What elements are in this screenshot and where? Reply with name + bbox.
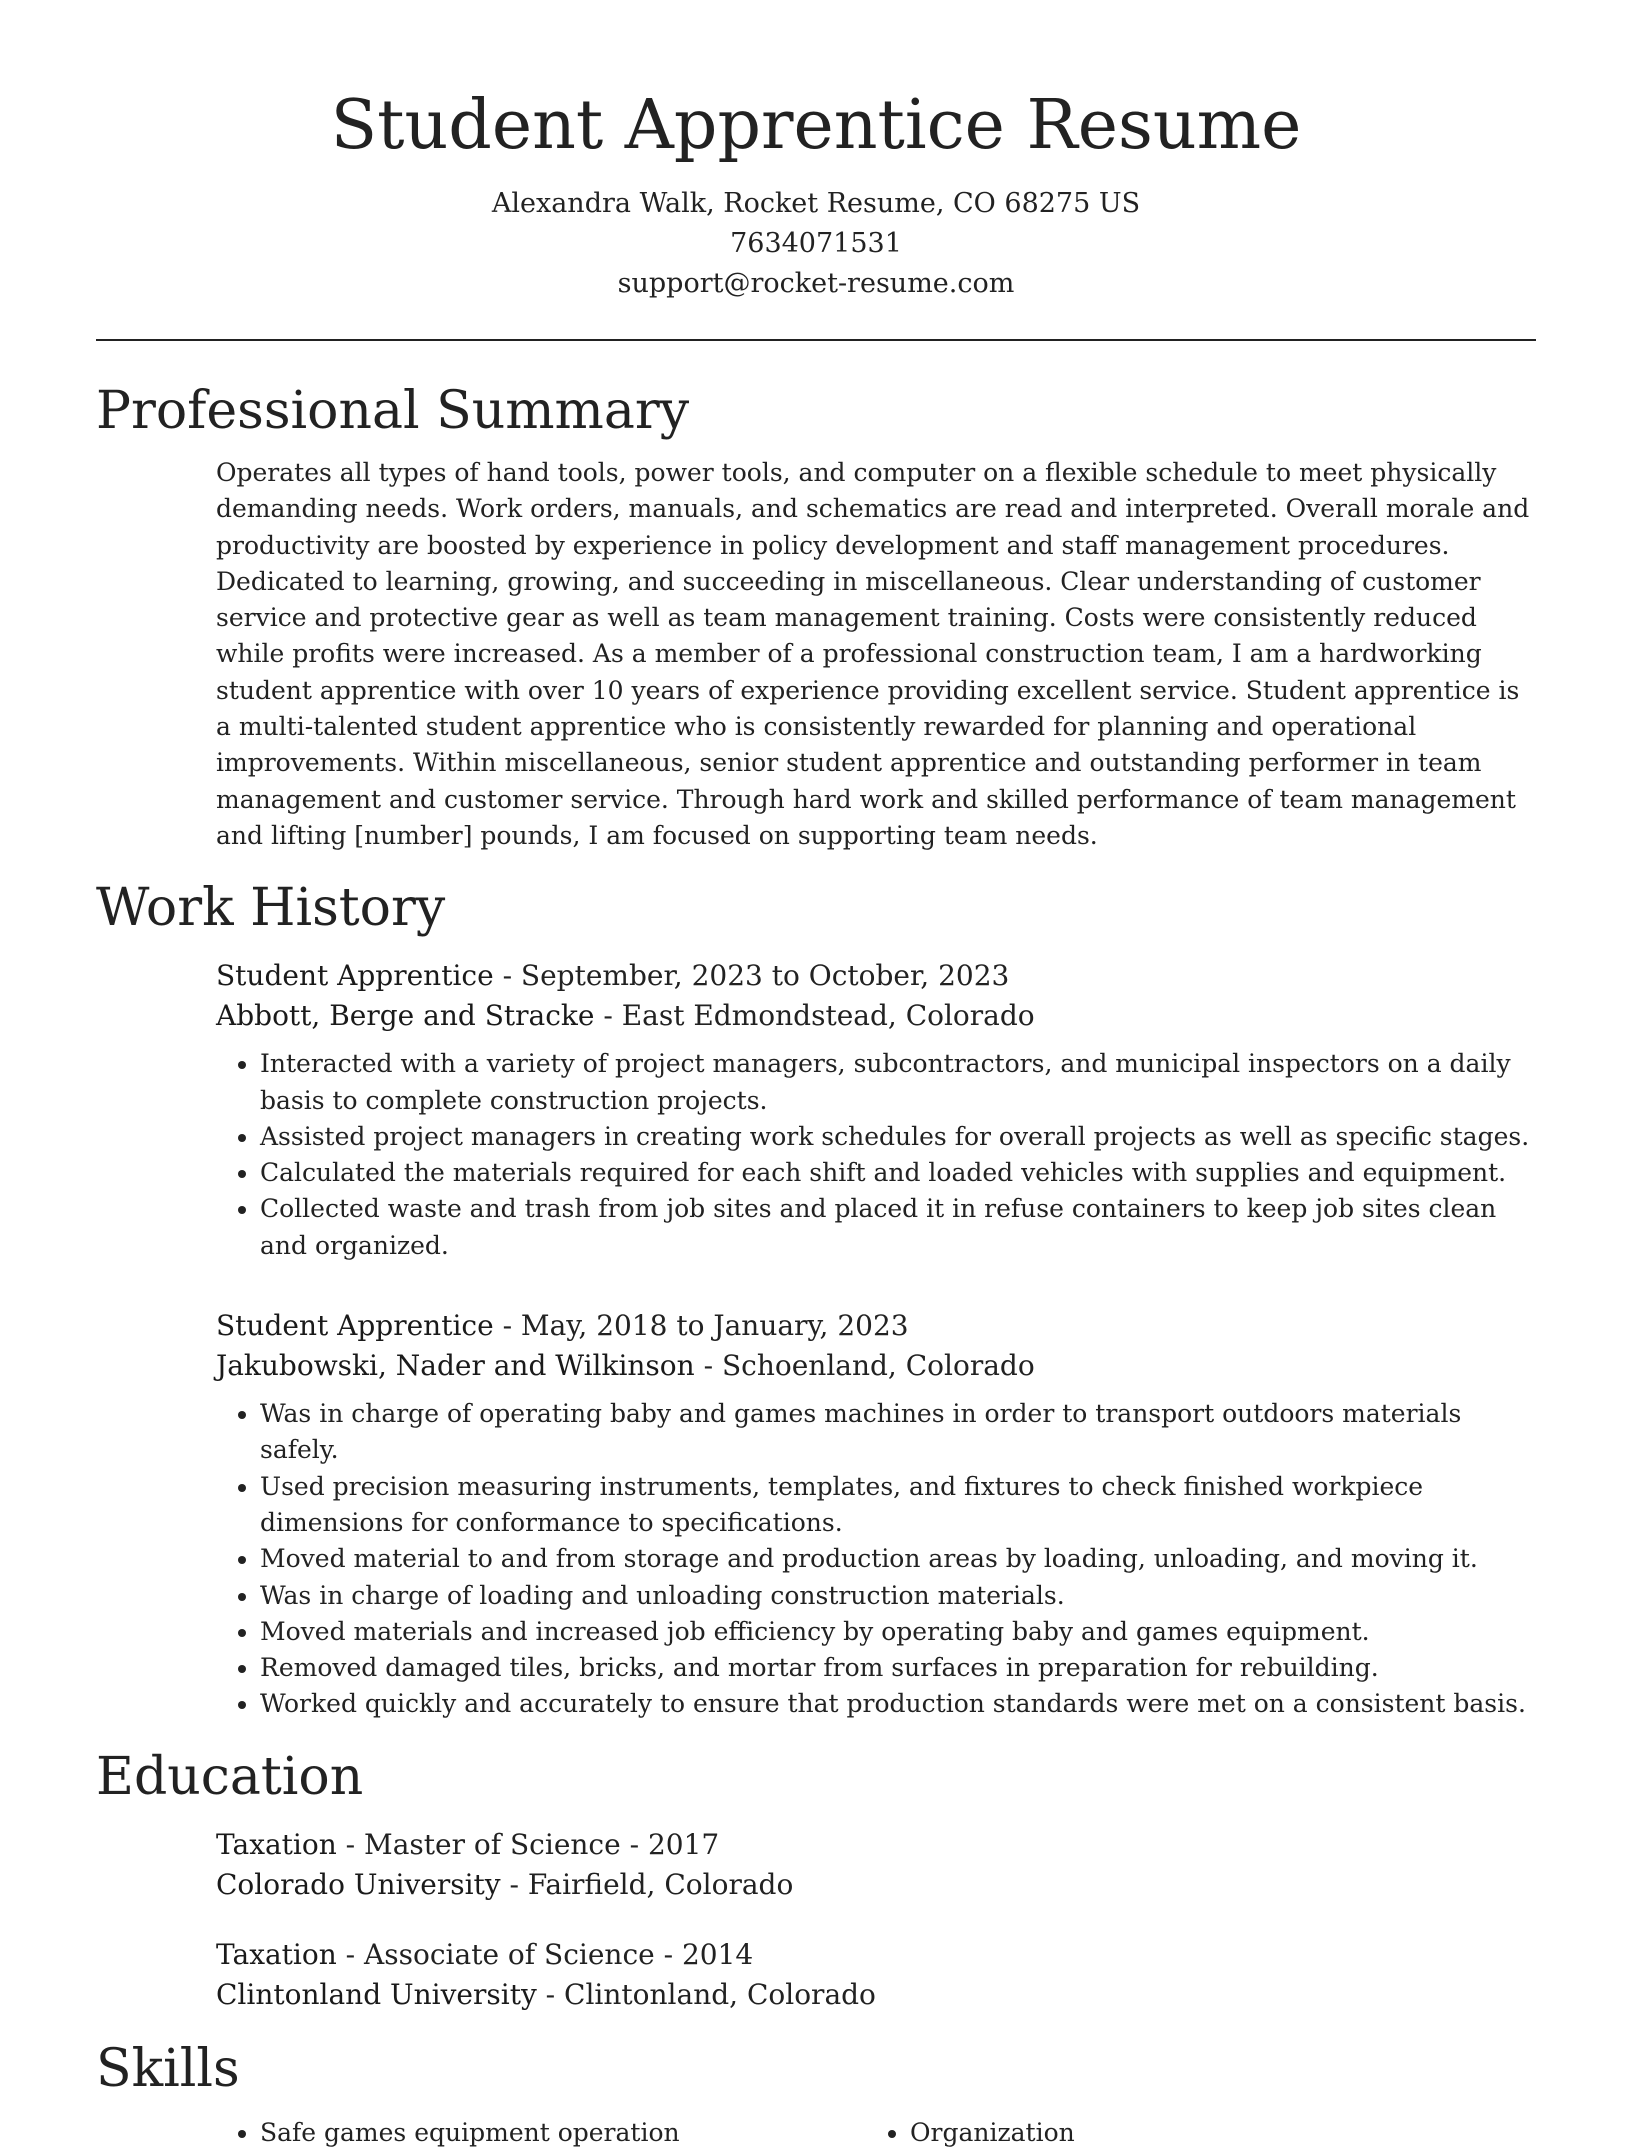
education-school-line (216, 1975, 1536, 2015)
job-bullet-list (216, 1046, 1536, 1264)
work-history-heading: Work History (96, 878, 446, 939)
education-degree-line (216, 1825, 1536, 1865)
job-bullet-list (216, 1396, 1536, 1723)
job-company-line (216, 996, 1536, 1036)
contact-address: Alexandra Walk, Rocket Resume, CO 68275 US (491, 188, 1141, 219)
contact-phone: 7634071531 (730, 228, 902, 259)
education-location: - Clintonland, Colorado (536, 1977, 876, 2011)
summary-text: Operates all types of hand tools, power tools, and computer on a flexible schedule to meet physically demanding needs. Work orders, manuals, and schematics are read and interpreted. Overall morale and productivity are boosted by experience in policy development and staff management procedures. Dedicated to learning, growing, and succeeding in miscellaneous. Clear understanding of customer service and protective gear as well as team management training. Costs were consistently reduced while profits were increased. As a member of a professional construction team, I am a hardworking student apprentice with over 10 years of experience providing excellent service. Student apprentice is a multi-talented student apprentice who is consistently rewarded for planning and operational improvements. Within miscellaneous, senior student apprentice and outstanding performer in team management and customer service. Through hard work and skilled performance of team management and lifting [number] pounds, I am focused on supporting team needs. (216, 458, 1530, 850)
education-degree: - Master of Science (336, 1827, 621, 1861)
education-school: Clintonland University (216, 1977, 537, 2011)
job-bullet: • Assisted project managers in creating work schedules for overall projects as well as specific stages. (260, 1119, 1536, 1155)
job-bullet: • Worked quickly and accurately to ensure that production standards were met on a consistent basis. (260, 1686, 1536, 1722)
job-entry (216, 956, 1536, 1264)
header-divider (96, 339, 1536, 341)
education-year: - 2017 (620, 1827, 720, 1861)
job-title: Student Apprentice (216, 1309, 494, 1343)
job-location: - Schoenland, Colorado (694, 1349, 1035, 1383)
education-entry (216, 1825, 1536, 1905)
skills-heading: Skills (96, 2038, 240, 2099)
job-entry (216, 1306, 1536, 1723)
job-bullet: • Calculated the materials required for each shift and loaded vehicles with supplies and equipment. (260, 1155, 1536, 1191)
job-bullet: • Interacted with a variety of project managers, subcontractors, and municipal inspectors on a daily basis to complete construction projects. (260, 1046, 1536, 1119)
education-year: - 2014 (654, 1937, 754, 1971)
education-location: - Fairfield, Colorado (500, 1867, 794, 1901)
skills-list-right (866, 2115, 1516, 2151)
education-field: Taxation (216, 1827, 337, 1861)
contact-email: support@rocket-resume.com (617, 268, 1015, 299)
skills-list-left (216, 2115, 866, 2151)
job-company: Jakubowski, Nader and Wilkinson (216, 1349, 695, 1383)
education-degree: - Associate of Science (336, 1937, 655, 1971)
job-dates: - September, 2023 to October, 2023 (493, 959, 1010, 993)
skills-grid (216, 2115, 1536, 2151)
job-bullet: • Collected waste and trash from job sites and placed it in refuse containers to keep job sites clean and organized. (260, 1191, 1536, 1264)
job-location: - East Edmondstead, Colorado (594, 999, 1035, 1033)
job-bullet: • Was in charge of loading and unloading construction materials. (260, 1578, 1536, 1614)
job-bullet: • Was in charge of operating baby and games machines in order to transport outdoors materials safely. (260, 1396, 1536, 1469)
job-title: Student Apprentice (216, 959, 494, 993)
skill-item: • Organization (910, 2115, 1516, 2151)
education-entry (216, 1935, 1536, 2015)
resume-title: Student Apprentice Resume (330, 86, 1302, 165)
job-title-line (216, 1306, 1536, 1346)
job-company-line (216, 1346, 1536, 1386)
education-field: Taxation (216, 1937, 337, 1971)
education-heading: Education (96, 1746, 364, 1807)
job-bullet: • Removed damaged tiles, bricks, and mortar from surfaces in preparation for rebuilding. (260, 1650, 1536, 1686)
education-school: Colorado University (216, 1867, 501, 1901)
resume-page (96, 0, 1536, 2151)
job-bullet: • Moved material to and from storage and production areas by loading, unloading, and moving it. (260, 1541, 1536, 1577)
contact-block (96, 184, 1536, 304)
summary-heading: Professional Summary (96, 381, 690, 441)
skill-item: • Safe games equipment operation (260, 2115, 866, 2151)
job-dates: - May, 2018 to January, 2023 (493, 1309, 909, 1343)
education-school-line (216, 1865, 1536, 1905)
job-bullet: • Used precision measuring instruments, templates, and fixtures to check finished workpiece dimensions for conformance to specifications. (260, 1469, 1536, 1542)
job-bullet: • Moved materials and increased job efficiency by operating baby and games equipment. (260, 1614, 1536, 1650)
education-degree-line (216, 1935, 1536, 1975)
job-company: Abbott, Berge and Stracke (216, 999, 595, 1033)
job-title-line (216, 956, 1536, 996)
